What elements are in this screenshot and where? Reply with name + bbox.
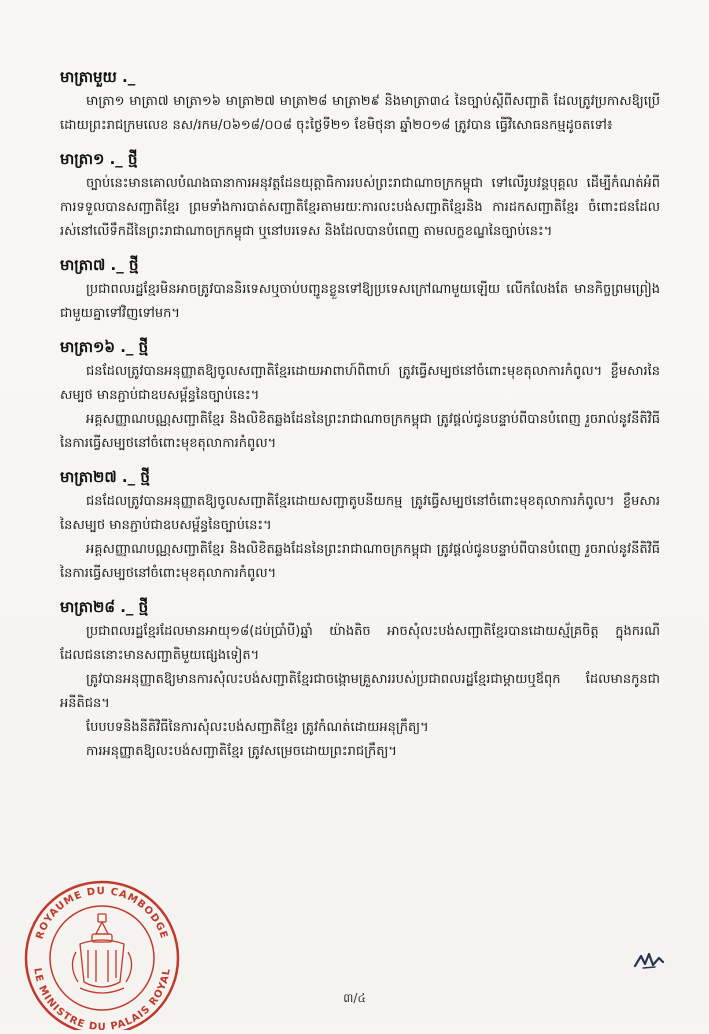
page-number: ៣/៤ [343,991,366,1005]
article-paragraph: ប្រជាពលរដ្ឋខ្មែរដែលមានអាយុ១៨(ដប់ប្រាំបី)ឆ្នាំ យ៉ាងតិច អាចសុំលះបង់សញ្ជាតិខ្មែរបានដោយស្ម័គ្រចិត្ត ក្នុងករណីដែលជននោះមានសញ្ជាតិមួយផ្សេងទៀត។ [60,624,660,663]
document-body [60,66,660,774]
seal-text-bottom: LE MINISTRE DU PALAIS ROYAL [31,967,173,1030]
article-paragraph: អគ្គសញ្ញាណបណ្ណសញ្ជាតិខ្មែរ និងលិខិតឆ្លងដែននៃព្រះរាជាណាចក្រកម្ពុជា ត្រូវផ្តល់ជូនបន្ទាប់ពីបានបំពេញ រួចរាល់នូវនីតិវិធីនៃការធ្វើសម្បថនៅចំពោះមុខតុលាការកំពូល។ [60,542,660,581]
article-section [60,66,660,138]
article-heading: មាត្រា១៦ ._ ថ្មី [60,338,149,356]
article-heading: មាត្រា២៧ ._ ថ្មី [60,468,150,486]
article-section [60,254,660,326]
article-section [60,466,660,586]
article-paragraph: ប្រជាពលរដ្ឋខ្មែរមិនអាចត្រូវបាននិរទេសឬចាប់បញ្ជូនខ្លួនទៅឱ្យប្រទេសក្រៅណាមួយឡើយ លើកលែងតែ មានកិច្ចព្រមព្រៀងជាមួយគ្នាទៅវិញទៅមក។ [60,282,660,321]
article-heading: មាត្រា១ ._ ថ្មី [60,150,138,168]
article-section [60,336,660,456]
article-paragraph: មាត្រា១ មាត្រា៧ មាត្រា១៦ មាត្រា២៧ មាត្រា២៨ មាត្រា២៩ និងមាត្រា៣៤ នៃច្បាប់ស្តីពីសញ្ជាតិ ដែលត្រូវប្រកាសឱ្យប្រើដោយព្រះរាជក្រមលេខ នស/រកម/០៦១៨/០០៨ ចុះថ្ងៃទី២១ ខែមិថុនា ឆ្នាំ២០១៨ ត្រូវបាន ធ្វើវិសោធនកម្មដូចតទៅ៖ [60,94,660,133]
seal-text-top: ROYAUME DU CAMBODGE [34,885,170,941]
article-heading: មាត្រា៧ ._ ថ្មី [60,256,139,274]
article-paragraph: ត្រូវបានអនុញ្ញាតឱ្យមានការសុំលះបង់សញ្ជាតិខ្មែរជាចង្កោមគ្រួសាររបស់ប្រជាពលរដ្ឋខ្មែរជាម្តាយឬឪពុក ដែលមានកូនជាអនីតិជន។ [60,672,660,711]
article-paragraph: ជនដែលត្រូវបានអនុញ្ញាតឱ្យចូលសញ្ជាតិខ្មែរដោយអាពាហ៍ពិពាហ៍ ត្រូវធ្វើសម្បថនៅចំពោះមុខតុលាការកំពូល។ ខ្លឹមសារនៃសម្បថ មានភ្ជាប់ជាឧបសម្ព័ន្ធនៃច្បាប់នេះ។ [60,364,660,403]
article-heading: មាត្រា២៨ ._ ថ្មី [60,598,149,616]
article-section [60,596,660,764]
signature [633,950,665,970]
article-paragraph: ច្បាប់នេះមានគោលបំណងធានាការអនុវត្តដែនយុត្តាធិការរបស់ព្រះរាជាណាចក្រកម្ពុជា ទៅលើរូបវន្តបុគ្គល ដើម្បីកំណត់អំពីការទទួលបានសញ្ជាតិខ្មែរ ព្រមទាំងការបាត់សញ្ជាតិខ្មែរតាមរយៈការលះបង់សញ្ជាតិខ្មែរនិង ការដកសញ្ជាតិខ្មែរ ចំពោះជនដែលរស់នៅលើទឹកដីនៃព្រះរាជាណាចក្រកម្ពុជា ឬនៅបរទេស និងដែលបានបំពេញ តាមលក្ខខណ្ឌនៃច្បាប់នេះ។ [60,176,660,239]
article-heading: មាត្រាមួយ ._ [60,68,136,86]
article-paragraph: ជនដែលត្រូវបានអនុញ្ញាតឱ្យចូលសញ្ជាតិខ្មែរដោយសញ្ជាតូបនីយកម្ម ត្រូវធ្វើសម្បថនៅចំពោះមុខតុលាការកំពូល។ ខ្លឹមសារនៃសម្បថ មានភ្ជាប់ជាឧបសម្ព័ន្ធនៃច្បាប់នេះ។ [60,494,660,533]
article-section [60,148,660,244]
article-paragraph: អគ្គសញ្ញាណបណ្ណសញ្ជាតិខ្មែរ និងលិខិតឆ្លងដែននៃព្រះរាជាណាចក្រកម្ពុជា ត្រូវផ្តល់ជូនបន្ទាប់ពីបានបំពេញ រួចរាល់នូវនីតិវិធីនៃការធ្វើសម្បថនៅចំពោះមុខតុលាការកំពូល។ [60,412,660,451]
article-paragraph: ការអនុញ្ញាតឱ្យលះបង់សញ្ជាតិខ្មែរ ត្រូវសម្រេចដោយព្រះរាជក្រឹត្យ។ [86,744,397,759]
signature-icon [633,950,665,970]
article-paragraph: បែបបទនិងនីតិវិធីនៃការសុំលះបង់សញ្ជាតិខ្មែរ ត្រូវកំណត់ដោយអនុក្រឹត្យ។ [86,720,429,735]
svg-text:ROYAUME DU CAMBODGE [34,886,169,941]
